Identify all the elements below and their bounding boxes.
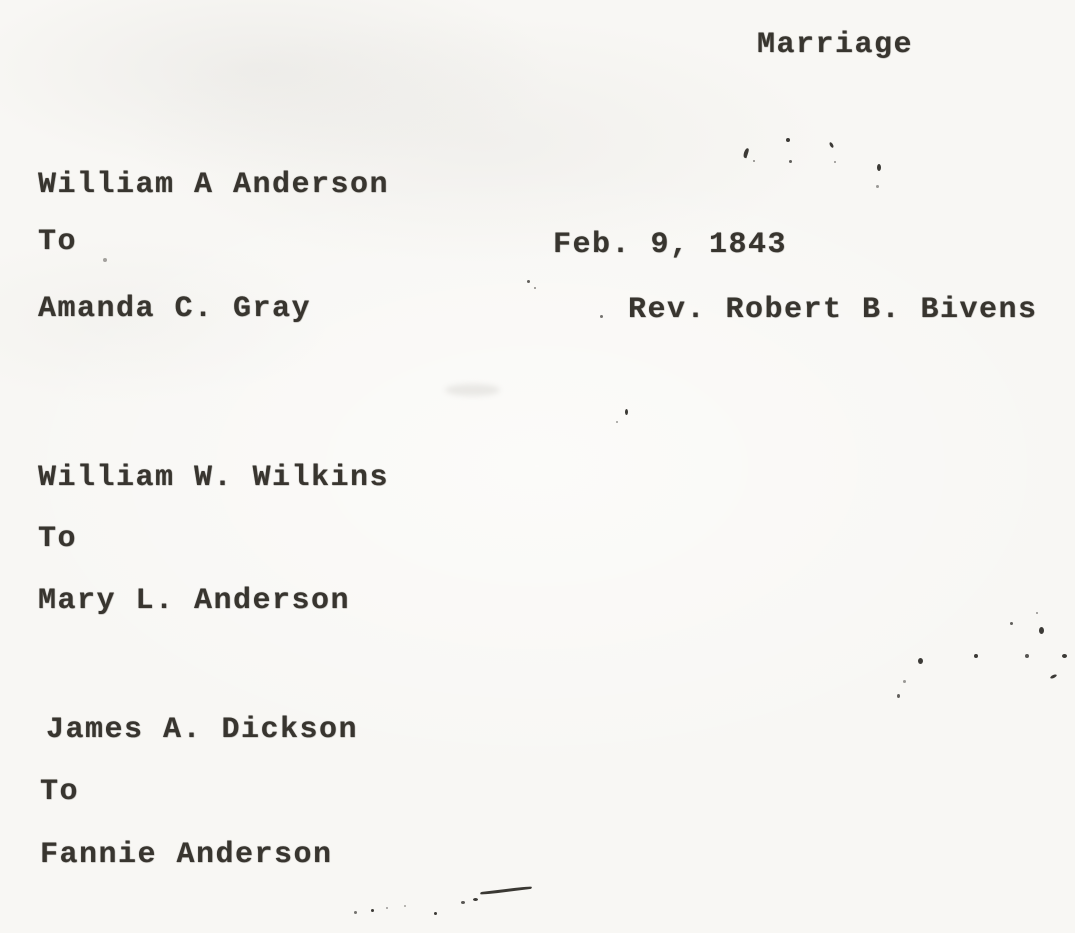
- scan-speckle: [600, 315, 603, 318]
- scan-speckle: [527, 280, 530, 283]
- scan-speckle: [829, 142, 835, 149]
- scan-speckle: [371, 909, 374, 912]
- entry-1-marriage-date: Feb. 9, 1843: [553, 228, 788, 262]
- entry-1-bride-name: Amanda C. Gray: [38, 292, 312, 326]
- scan-speckle: [789, 160, 792, 163]
- page-title: Marriage: [757, 28, 914, 62]
- scan-speckle: [1025, 654, 1029, 658]
- scan-speckle: [473, 898, 478, 901]
- scan-speckle: [877, 164, 881, 171]
- scan-speckle: [354, 911, 357, 914]
- scan-smudge: [445, 384, 500, 396]
- scan-speckle: [1050, 674, 1058, 680]
- scan-speckle: [786, 138, 790, 142]
- entry-3-groom-name: James A. Dickson: [46, 713, 359, 747]
- scan-speckle: [743, 148, 750, 159]
- scan-speckle: [534, 287, 536, 289]
- entry-3-bride-name: Fannie Anderson: [40, 838, 333, 872]
- entry-2-connector: To: [38, 522, 78, 556]
- scan-speckle: [625, 409, 628, 415]
- entry-1-officiant-name: Rev. Robert B. Bivens: [628, 293, 1038, 327]
- scan-speckle: [897, 694, 900, 698]
- scan-speckle: [404, 905, 406, 907]
- scan-speckle: [974, 654, 978, 658]
- scan-speckle: [834, 161, 836, 163]
- scan-speckle: [876, 185, 879, 188]
- scan-speckle: [103, 258, 107, 262]
- scan-speckle: [386, 907, 388, 909]
- scan-speckle: [1010, 622, 1013, 625]
- entry-1-groom-name: William A Anderson: [38, 168, 390, 202]
- scan-speckle: [1039, 627, 1044, 634]
- entry-2-bride-name: Mary L. Anderson: [38, 584, 351, 618]
- entry-2-groom-name: William W. Wilkins: [38, 461, 390, 495]
- scan-speckle: [434, 912, 437, 915]
- scan-speckle: [461, 901, 465, 904]
- scan-speckle: [903, 680, 906, 683]
- pen-scratch-mark: [480, 886, 532, 895]
- entry-1-connector: To: [38, 225, 78, 259]
- scan-speckle: [616, 421, 618, 423]
- scan-speckle: [918, 658, 923, 664]
- scan-speckle: [753, 160, 755, 162]
- scan-speckle: [1036, 612, 1038, 614]
- entry-3-connector: To: [40, 775, 80, 809]
- scan-speckle: [1062, 654, 1067, 658]
